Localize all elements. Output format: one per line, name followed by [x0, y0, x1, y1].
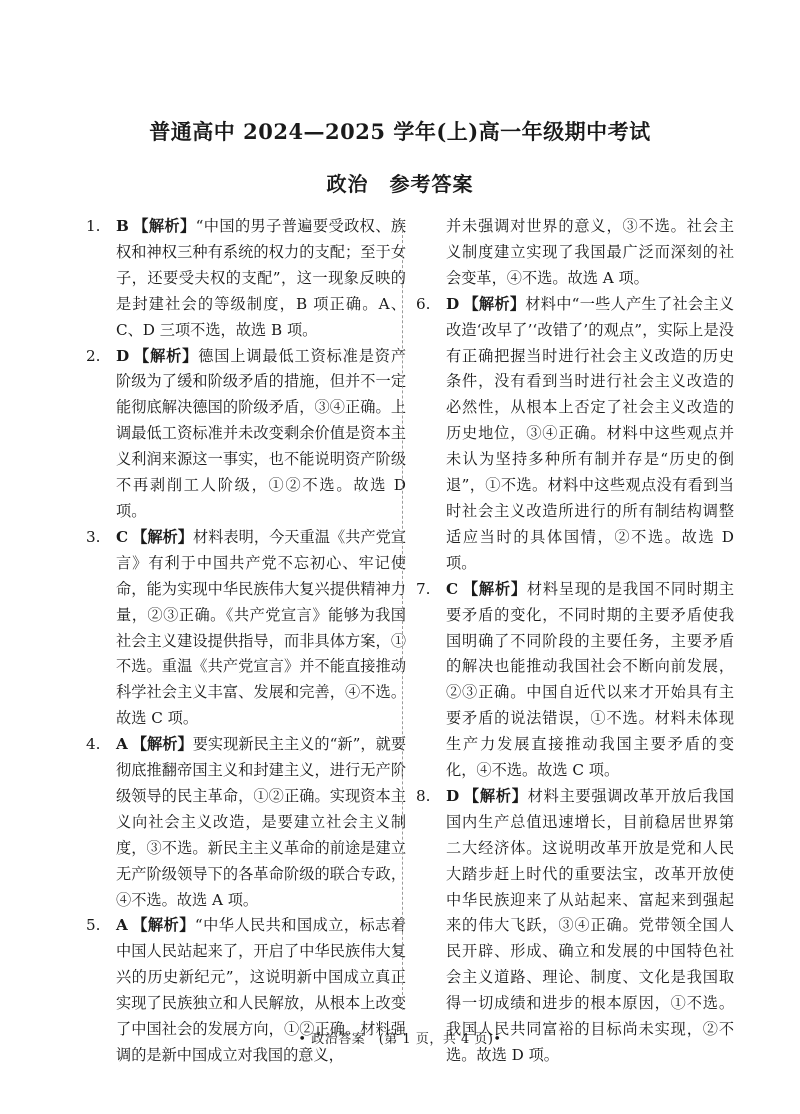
- answer-text: “中国的男子普遍要受政权、族权和神权三种有系统的权力的支配；至于女子，还要受夫权的支配”，这一现象反映的是封建社会的等级制度，B 项正确。A、C、D 三项不选，故选 B 项。: [116, 217, 407, 339]
- answer-text: 材料主要强调改革开放后我国国内生产总值迅速增长，目前稳居世界第二大经济体。这说明改革开放是党和人民大踏步赶上时代的重要法宝，改革开放使中华民族迎来了从站起来、富起来到强起来的伟大飞跃，③④正确。党带领全国人民开辟、形成、确立和发展的中国特色社会主义道路、理论、制度、文化是我国取得一切成绩和进步的根本原因，①不选。我国人民共同富裕的目标尚未实现，②不选。故选 D 项。: [446, 786, 735, 1064]
- answer-text: “中华人民共和国成立，标志着中国人民站起来了，开启了中华民族伟大复兴的历史新纪元”，这说明新中国成立真正实现了民族独立和人民解放，从根本上改变了中国社会的发展方向，①②正确。材料强调的是新中国成立对我国的意义，: [116, 916, 407, 1064]
- item-number: 4.: [86, 735, 101, 754]
- answer-text: 德国上调最低工资标准是资产阶级为了缓和阶级矛盾的措施，但并不一定能彻底解决德国的阶级矛盾，③④正确。上调最低工资标准并未改变剩余价值是资本主义利润来源这一事实，也不能说明资产阶级不再剥削工人阶级，①②不选。故选 D 项。: [116, 346, 407, 520]
- answer-item-1: [86, 214, 406, 344]
- analysis-tag: 【解析】: [462, 579, 527, 598]
- answer-letter: A: [116, 916, 128, 935]
- item-number: 7.: [416, 579, 431, 598]
- analysis-tag: 【解析】: [131, 735, 193, 754]
- page-subtitle: 政治 参考答案: [326, 172, 474, 196]
- right-column: [416, 214, 734, 1069]
- answer-text: 要实现新民主主义的“新”，就要彻底推翻帝国主义和封建主义，进行无产阶级领导的民主革命，①②正确。实现资本主义向社会主义改造，是要建立社会主义制度，③不选。新民主主义革命的前途是建立无产阶级领导下的各革命阶级的联合专政，④不选。故选 A 项。: [116, 735, 407, 909]
- answer-item-8: [416, 784, 734, 1069]
- answer-letter: A: [116, 735, 128, 754]
- answer-letter: D: [116, 346, 130, 365]
- item-number: 2.: [86, 346, 101, 365]
- answer-item-7: [416, 577, 734, 784]
- analysis-tag: 【解析】: [132, 527, 193, 546]
- answer-item-3: [86, 525, 406, 732]
- item-number: 8.: [416, 786, 431, 805]
- item-number: 6.: [416, 294, 431, 313]
- answer-text: 并未强调对世界的意义，③不选。社会主义制度建立实现了我国最广泛而深刻的社会变革，④不选。故选 A 项。: [446, 217, 734, 287]
- answer-text: 材料表明，今天重温《共产党宣言》有利于中国共产党不忘初心、牢记使命，能为实现中华民族伟大复兴提供精神力量，②③正确。《共产党宣言》能够为我国社会主义建设提供指导，而非具体方案，①不选。重温《共产党宣言》并不能直接推动科学社会主义丰富、发展和完善，④不选。故选 C 项。: [116, 527, 407, 728]
- item-number: 3.: [86, 527, 101, 546]
- answer-text: 材料中“一些人产生了社会主义改造‘改早了’‘改错了’的观点”，实际上是没有正确把握当时进行社会主义改造的历史条件，没有看到当时进行社会主义改造的必然性，从根本上否定了社会主义改造的历史地位，③④正确。材料中这些观点并未认为坚持多种所有制并存是“历史的倒退”，①不选。材料中这些观点没有看到当时社会主义改造所进行的所有制结构调整适应当时的具体国情，②不选。故选 D 项。: [446, 294, 735, 572]
- analysis-tag: 【解析】: [132, 217, 196, 235]
- answer-item-5-continued: [416, 214, 734, 292]
- page-footer: • 政治答案 (第 1 页，共 4 页)•: [298, 1032, 502, 1047]
- answer-letter: C: [116, 527, 129, 546]
- analysis-tag: 【解析】: [463, 786, 528, 805]
- answer-letter: D: [446, 786, 460, 805]
- answer-text: 材料呈现的是我国不同时期主要矛盾的变化，不同时期的主要矛盾使我国明确了不同阶段的主要任务，主要矛盾的解决也能推动我国社会不断向前发展，②③正确。中国自近代以来才开始具有主要矛盾的说法错误，①不选。材料未体现生产力发展直接推动我国主要矛盾的变化，④不选。故选 C 项。: [446, 579, 735, 780]
- column-divider: [402, 220, 403, 1010]
- answer-letter: C: [446, 579, 459, 598]
- analysis-tag: 【解析】: [133, 346, 199, 365]
- answer-item-6: [416, 292, 734, 577]
- item-number: 5.: [86, 916, 101, 935]
- page-title: 普通高中 2024—2025 学年(上)高一年级期中考试: [149, 119, 651, 144]
- answer-item-4: [86, 732, 406, 913]
- answer-letter: D: [446, 294, 460, 313]
- item-number: 1.: [86, 217, 101, 235]
- answer-letter: B: [116, 217, 129, 235]
- left-column: [86, 214, 406, 1069]
- analysis-tag: 【解析】: [131, 916, 195, 935]
- analysis-tag: 【解析】: [463, 294, 526, 313]
- answer-item-2: [86, 344, 406, 525]
